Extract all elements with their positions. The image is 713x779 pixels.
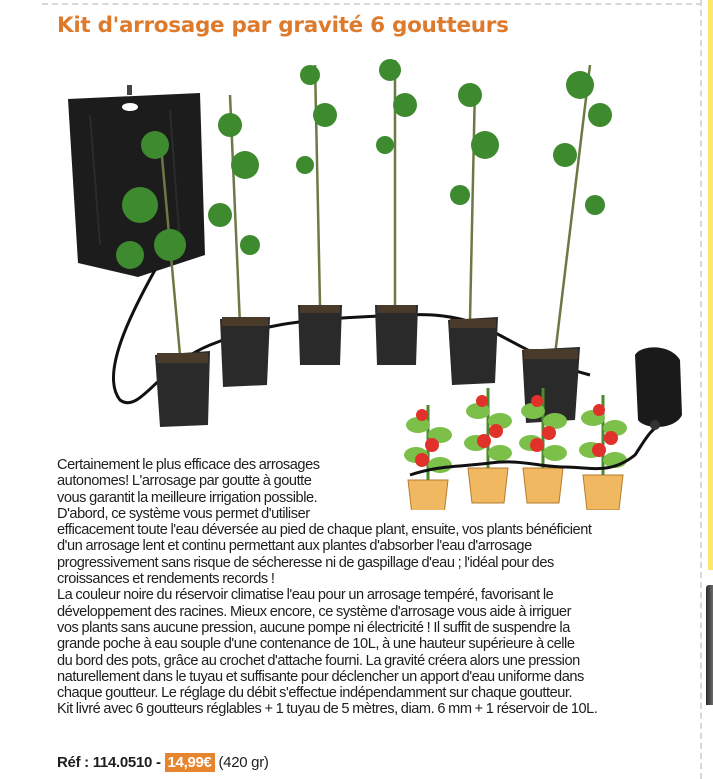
description-line: d'un arrosage lent et continu permettant aux plantes d'absorber l'eau d'arrosage (57, 538, 532, 555)
description-line: progressivement sans risque de sécheresse ni de gaspillage d'eau ; l'idéal pour des (57, 554, 554, 571)
right-dashed-border (700, 0, 702, 779)
description-line: développement des racines. Mieux encore, ce système d'arrosage vous aide à irriguer (57, 603, 571, 620)
product-title: Kit d'arrosage par gravité 6 goutteurs (57, 13, 509, 38)
product-image (60, 55, 690, 510)
description-line: D'abord, ce système vous permet d'utiliser (57, 505, 310, 522)
description-line: du bord des pots, grâce au crochet d'attache fourni. La gravité créera alors une pression (57, 652, 580, 669)
reference-code: 114.0510 (92, 754, 153, 771)
price-badge: 14,99€ (165, 753, 215, 772)
description-line: vous garantit la meilleure irrigation possible. (57, 489, 318, 506)
description-line: autonomes! L'arrosage par goutte à goutte (57, 473, 312, 490)
plant-pots (155, 305, 580, 427)
adjacent-page-yellow-edge (708, 0, 713, 570)
pot-soil (157, 305, 578, 363)
description-line: vos plants sans aucune pression, aucune pompe ni électricité ! Il suffit de suspendre la (57, 619, 570, 636)
top-dashed-border (42, 3, 702, 5)
reference-separator: - (155, 754, 161, 771)
product-description (57, 457, 697, 718)
reference-line (57, 753, 269, 772)
description-line: grande poche à eau souple d'une contenance de 10L, à une hauteur supérieure à celle (57, 636, 575, 653)
description-line: Certainement le plus efficace des arrosages (57, 457, 320, 473)
product-weight: (420 gr) (218, 754, 269, 771)
description-line: chaque goutteur. Le réglage du débit s'effectue indépendamment sur chaque goutteur. (57, 685, 573, 702)
description-line: La couleur noire du réservoir climatise l'eau pour un arrosage tempéré, favorisant le (57, 587, 554, 604)
description-line: naturellement dans le tuyau et suffisante pour déclencher un apport d'eau uniforme dans (57, 668, 584, 685)
description-line: croissances et rendements records ! (57, 571, 275, 588)
reservoir-icon (635, 347, 682, 427)
reference-label: Réf : (57, 754, 89, 771)
adjacent-page-product-edge (706, 585, 713, 705)
description-line: efficacement toute l'eau déversée au pied de chaque plant, ensuite, vos plants bénéficient (57, 522, 592, 539)
description-line: Kit livré avec 6 goutteurs réglables + 1 tuyau de 5 mètres, diam. 6 mm + 1 réservoir de 10L. (57, 701, 598, 718)
